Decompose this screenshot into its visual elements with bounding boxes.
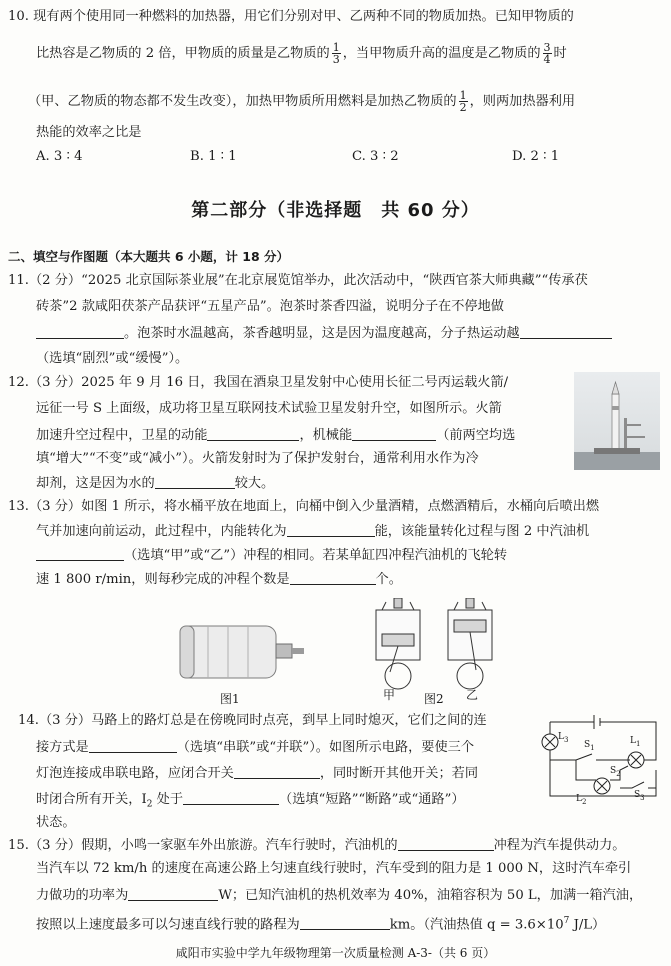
circuit-diagram <box>536 710 664 810</box>
label-L2: $L_2$ <box>576 794 587 806</box>
q14-text: 处于 <box>152 792 184 807</box>
q13-blank-2[interactable] <box>36 546 124 561</box>
label-S3: $S_3$ <box>634 790 645 802</box>
q12-line5 <box>36 474 274 493</box>
q14-blank-2[interactable] <box>234 764 320 779</box>
q15-line3 <box>36 886 642 905</box>
q12-text: 较大。 <box>234 476 275 491</box>
q11-line3 <box>36 324 612 343</box>
q13-line2 <box>36 522 589 541</box>
q13-line4 <box>36 570 402 589</box>
q12-blank-3[interactable] <box>155 474 235 489</box>
q15-text: 按照以上速度最多可以匀速直线行驶的路程为 <box>36 917 300 933</box>
q15-text: 冲程为汽车提供动力。 <box>493 838 626 853</box>
q12-line3 <box>36 426 515 445</box>
circuit-icon <box>536 710 664 810</box>
q10-line3 <box>28 90 575 113</box>
q11-blank-1[interactable] <box>36 324 124 339</box>
q14-line1: 14.（3 分）马路上的路灯总是在傍晚同时点亮，到早上同时熄灭，它们之间的连 <box>18 713 487 728</box>
q11-blank-2[interactable] <box>520 324 612 339</box>
q13-blank-1[interactable] <box>287 522 375 537</box>
q10-option-a[interactable]: A. 3 ∶ 4 <box>36 149 83 164</box>
q10-line2 <box>36 42 567 65</box>
q15-line2: 当汽车以 72 km/h 的速度在高速公路上匀速直线行驶时，汽车受到的阻力是 1 000 N，这时汽车牵引 <box>36 861 632 876</box>
q11-line1: 11.（2 分）“2025 北京国际茶业展”在北京展览馆举办，此次活动中，“陕西官茶大师典藏”“传承茯 <box>8 273 588 288</box>
q10-text: 比热容是乙物质的 2 倍，甲物质的质量是乙物质的 <box>36 46 330 61</box>
fraction-one-half: $\frac{1}{2}$ <box>459 89 467 114</box>
q11-text: 。泡茶时水温越高，茶香越明显，这是因为温度越高，分子热运动越 <box>124 326 520 341</box>
q13-blank-3[interactable] <box>290 570 376 585</box>
q15-text: 力做功的功率为 <box>36 888 129 903</box>
q10-option-d[interactable]: D. 2 ∶ 1 <box>512 149 560 164</box>
fraction-one-third: $\frac{1}{3}$ <box>332 41 340 66</box>
q12-text: （前两空均选 <box>436 428 516 443</box>
q15-text: km。（汽油热值 q = 3.6×10 <box>389 917 564 933</box>
q14-line3 <box>36 764 478 783</box>
label-L3: $L_3$ <box>558 732 569 744</box>
q15-blank-1[interactable] <box>398 836 494 851</box>
q15-blank-2[interactable] <box>128 886 218 901</box>
q14-text: 灯泡连接成串联电路，应闭合开关 <box>36 766 234 781</box>
q12-text: 却剂，这是因为水的 <box>36 476 155 491</box>
q15-superscript: 7 <box>563 916 570 926</box>
engine-cylinders-icon <box>366 598 504 698</box>
q10-text: （甲、乙物质的物态都不发生改变），加热甲物质所用燃料是加热乙物质的 <box>28 94 457 109</box>
q14-subscript: 2 <box>146 799 153 810</box>
q13-line3 <box>36 546 507 565</box>
q12-line4: 填“增大”“不变”或“减小”）。火箭发射时为了保护发射台，通常利用水作为冷 <box>36 451 479 466</box>
q14-text: （选填“串联”或“并联”）。如图所示电路，要使三个 <box>176 740 475 755</box>
label-S2: $S_2$ <box>610 766 621 778</box>
q11-line2: 砖茶”2 款咸阳茯茶产品获评“五星产品”。泡茶时茶香四溢，说明分子在不停地做 <box>36 299 504 314</box>
q12-line1: 12.（3 分）2025 年 9 月 16 日，我国在酒泉卫星发射中心使用长征二号丙运载火箭/ <box>8 375 509 390</box>
q13-text: 气并加速向前运动，此过程中，内能转化为 <box>36 524 287 539</box>
engine-label-yi: 乙 <box>466 688 479 702</box>
figure-1-label: 图1 <box>220 692 240 706</box>
q10-text: 时 <box>553 46 567 61</box>
rocket-photo <box>574 372 660 470</box>
q13-text: （选填“甲”或“乙”）冲程的相同。若某单缸四冲程汽油机的飞轮转 <box>124 548 508 563</box>
q14-blank-1[interactable] <box>89 738 177 753</box>
q15-text: W；已知汽油机的热机效率为 40%，油箱容积为 50 L，加满一箱汽油， <box>218 888 643 903</box>
q13-text: 个。 <box>375 572 402 587</box>
q10-text: ，则两加热器利用 <box>469 94 576 109</box>
q14-text: 时闭合所有开关，I <box>36 792 147 807</box>
figure-2-label: 图2 <box>424 692 444 706</box>
engine-label-jia: 甲 <box>383 688 396 702</box>
q11-line4: （选填“剧烈”或“缓慢”）。 <box>36 351 189 366</box>
q10-option-b[interactable]: B. 1 ∶ 1 <box>190 149 237 164</box>
q15-text: 15.（3 分）假期，小鸣一家驱车外出旅游。汽车行驶时，汽油机的 <box>8 838 398 853</box>
q12-blank-1[interactable] <box>207 426 299 441</box>
q14-line5: 状态。 <box>36 815 76 830</box>
q12-blank-2[interactable] <box>352 426 436 441</box>
q10-line1: 10. 现有两个使用同一种燃料的加热器，用它们分别对甲、乙两种不同的物质加热。已知甲物质的 <box>8 9 574 24</box>
rocket-icon <box>574 372 660 470</box>
q12-text: 加速升空过程中，卫星的动能 <box>36 428 208 443</box>
bucket-icon <box>168 616 308 688</box>
label-S1: $S_1$ <box>584 740 595 752</box>
q13-line1: 13.（3 分）如图 1 所示，将水桶平放在地面上，向桶中倒入少量酒精，点燃酒精后，水桶向后喷出燃 <box>8 499 600 514</box>
label-L1: $L_1$ <box>630 736 641 748</box>
q10-text: ，当甲物质升高的温度是乙物质的 <box>342 46 541 61</box>
q14-line4 <box>36 790 465 814</box>
q14-text: （选填“短路”“断路”或“通路”） <box>279 792 465 807</box>
q15-line4 <box>36 912 605 934</box>
q15-blank-3[interactable] <box>300 915 390 930</box>
q13-text: 速 1 800 r/min，则每秒完成的冲程个数是 <box>36 572 290 587</box>
q14-text: 接方式是 <box>36 740 89 755</box>
figure-2-engines <box>366 598 504 698</box>
q12-text: ，机械能 <box>299 428 353 443</box>
q10-line4: 热能的效率之比是 <box>36 125 142 140</box>
q13-text: 能，该能量转化过程与图 2 中汽油机 <box>374 524 590 539</box>
fraction-three-quarters: $\frac{3}{4}$ <box>543 41 551 66</box>
q14-text: ，同时断开其他开关；若同 <box>319 766 479 781</box>
sub-title: 二、填空与作图题（本大题共 6 小题，计 18 分） <box>8 249 290 264</box>
q12-line2: 远征一号 S 上面级，成功将卫星互联网技术试验卫星发射升空，如图所示。火箭 <box>36 401 502 416</box>
page-footer: 咸阳市实验中学九年级物理第一次质量检测 A-3-（共 6 页） <box>175 946 496 960</box>
figure-1-bucket <box>168 616 308 688</box>
q14-line2 <box>36 738 474 757</box>
section-title: 第二部分（非选择题 共 60 分） <box>191 200 480 221</box>
q15-text: J/L） <box>569 917 606 933</box>
q10-option-c[interactable]: C. 3 ∶ 2 <box>352 149 399 164</box>
q14-blank-3[interactable] <box>183 790 279 805</box>
q15-line1 <box>8 836 626 855</box>
